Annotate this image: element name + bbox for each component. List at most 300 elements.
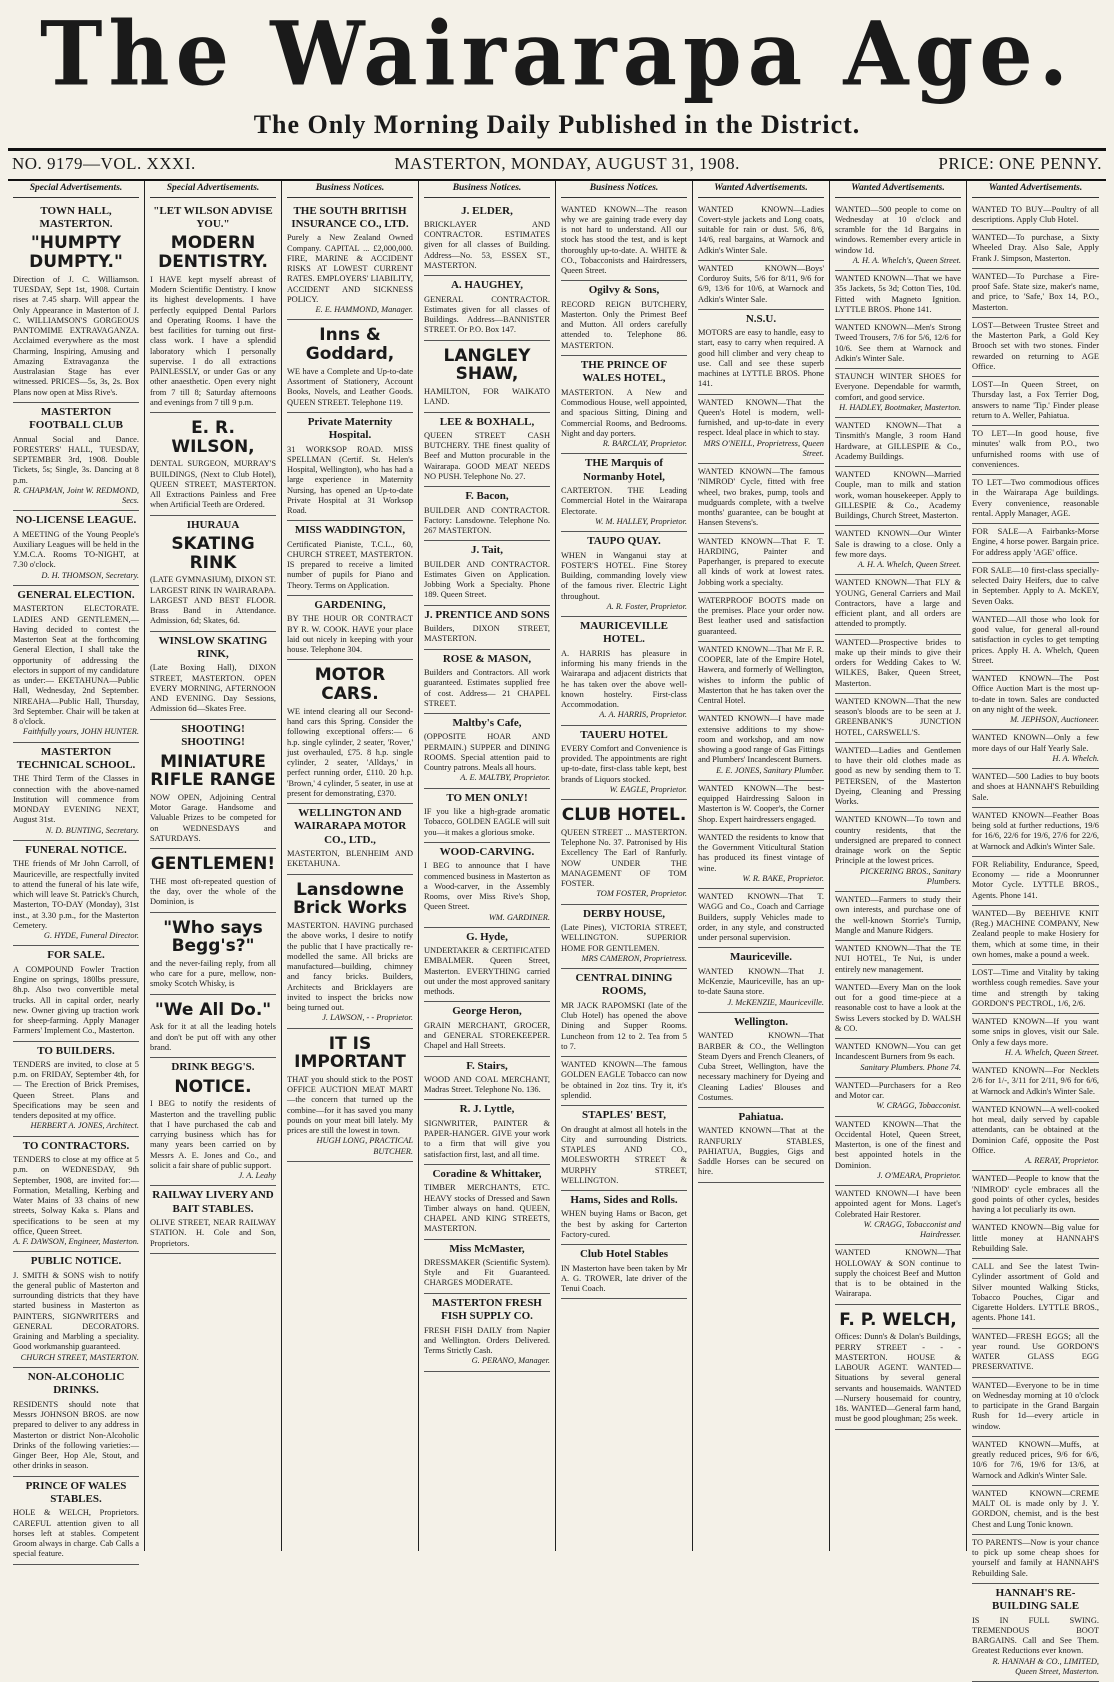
advertisement-heading: G. Hyde, xyxy=(466,930,508,943)
advertisement-text: WANTED KNOWN—Muffs, at greatly reduced prices, 9/6 for 6/6, 10/6 for 7/6, 19/6 for 13/6, at Warnock and Adkin's Winter Sale. xyxy=(972,1439,1099,1480)
advertisement-text: WANTED KNOWN—I have been appointed agent for Mons. Laget's Colebrated Hair Restorer. xyxy=(835,1189,961,1219)
advertisement-signature: J. O'MEARA, Proprietor. xyxy=(876,1170,961,1180)
advertisement-text: Annual Social and Dance. FORESTERS' HALL, TUESDAY, SEPTEMBER 3rd, 1908. Double Tickets, 5s; Single, 3s. Dancing at 8 p.m. xyxy=(13,434,139,485)
advertisement-text: On draught at almost all hotels in the City and surrounding Districts. STAPLES AND CO., MOLESWORTH STREET & MURPHY STREET, WELLINGTON. xyxy=(561,1124,687,1185)
advertisement xyxy=(287,804,413,875)
advertisement-heading: Pahiatua. xyxy=(738,1111,784,1124)
advertisement-signature: G. HYDE, Funeral Director. xyxy=(43,931,139,941)
advertisement xyxy=(972,202,1099,231)
advertisement xyxy=(698,534,824,593)
advertisement-signature: H. HADLEY, Bootmaker, Masterton. xyxy=(839,402,961,412)
advertisement xyxy=(13,202,139,403)
advertisement-text: RESIDENTS should note that Messrs JOHNSON BROS. are now prepared to deliver to any address in Masterton or district Non-Alcoholic Drinks of the following varieties:—Ginger Beer, Hop Ale, Stout, and other drinks in season. xyxy=(13,1399,139,1471)
advertisement xyxy=(13,403,139,512)
advertisement xyxy=(13,1368,139,1477)
advertisement xyxy=(150,1186,276,1254)
advertisement-heading: SHOOTING! SHOOTING! xyxy=(181,722,245,749)
advertisement-heading: J. ELDER, xyxy=(461,204,513,217)
advertisement-text: MASTERTON. HAVING purchased the above works, I desire to notify the public that I have practically re-modelled the same. All bricks are manufactured—building, chimney and fancy bricks. Builders, Architects and Bricklayers are invited to inspect the bricks now being turned out. xyxy=(287,921,413,1013)
advertisement xyxy=(972,769,1099,808)
advertisement xyxy=(972,1486,1099,1535)
column-heading: Business Notices. xyxy=(561,183,687,198)
advertisement-signature: J. LAWSON, - - Proprietor. xyxy=(322,1013,413,1023)
advertisement-text: Offices: Dunn's & Dolan's Buildings, PERRY STREET - - - MASTERTON. HOUSE & LABOUR AGENT. WANTED—Situations by several general servants and housemaids. WANTED—Nursery housemaid for country, 18s. WANTED—General farm hand, must be good ploughman; 25s week. xyxy=(835,1332,961,1424)
advertisement-signature: H. A. Whelch. xyxy=(1052,753,1099,763)
advertisement xyxy=(972,426,1099,475)
columns xyxy=(8,180,1106,1676)
advertisement-text: Builders, DIXON STREET, MASTERTON. xyxy=(424,624,550,644)
advertisement-heading: WOOD-CARVING. xyxy=(439,845,535,858)
advertisement-heading: J. PRENTICE AND SONS xyxy=(424,608,550,621)
advertisement xyxy=(287,413,413,522)
advertisement-signature: MRS O'NEILL, Proprietress, Queen Street. xyxy=(703,438,824,458)
advertisement-text: LOST—Between Trustee Street and the Masterton Park, a Gold Key Brooch set with two stones. Finder rewarded on returning to AGE Office. xyxy=(972,320,1099,371)
advertisement-heading: MISS WADDINGTON, xyxy=(294,524,406,537)
advertisement-text: WANTED KNOWN—You can get Incandescent Burners from 9s each. xyxy=(835,1042,961,1062)
advertisement-display-line: CLUB HOTEL. xyxy=(561,805,687,826)
advertisement-text: FRESH FISH DAILY from Napier and Wellington. Orders Delivered. Terms Strictly Cash. xyxy=(424,1325,550,1356)
advertisement-text: MASTERTON ELECTORATE. LADIES AND GENTLEMEN,— Having decided to contest the Masterton Seat at the forthcoming General Election, I shall take the opportunity of addressing the electors in support of my candidature as under:— EKETAHUNA—Public Hall, Wednesday, 2nd September. NIREAHA—Public Hall, Thursday, 3rd September. Chair will be taken at 8 o'clock. xyxy=(13,604,139,727)
advertisement-heading: Wellington. xyxy=(733,1015,789,1028)
advertisement xyxy=(561,726,687,801)
advertisement xyxy=(424,843,550,928)
advertisement-text: DRESSMAKER (Scientific System). Style and Fit Guaranteed. CHARGES MODERATE. xyxy=(424,1257,550,1288)
advertisement xyxy=(561,1106,687,1191)
advertisement xyxy=(424,606,550,650)
advertisement xyxy=(972,1584,1099,1682)
advertisement-signature: A. E. MALTBY, Proprietor. xyxy=(460,773,550,783)
advertisement-heading: PRINCE OF WALES STABLES. xyxy=(25,1479,127,1505)
advertisement xyxy=(150,913,276,995)
advertisement-text: WANTED—500 people to come on Wednesday at 10 o'clock and scramble for the 1d Bargains in windows. Remember every article in window 1d. xyxy=(835,204,961,255)
advertisement xyxy=(972,524,1099,563)
advertisement-text: WANTED KNOWN—For Necklets 2/6 for 1/-, 3/11 for 2/11, 9/6 for 6/6, at Warnock and Adkin's Winter Sale. xyxy=(972,1066,1099,1096)
advertisement xyxy=(698,1013,824,1108)
advertisement-text: WANTED KNOWN—That a Tinsmith's Mangle, 3 room Hand Hardware, at GILLESPIE & Co., Academy Buildings. xyxy=(835,421,961,461)
advertisement-text: WANTED KNOWN—That F. T. HARDING, Painter and Paperhanger, is prepared to execute all kinds of work at lowest rates. Jobbing work a specialty. xyxy=(698,536,824,587)
advertisement-text: HAMILTON, FOR WAIKATO LAND. xyxy=(424,387,550,407)
advertisement xyxy=(972,730,1099,769)
advertisement-heading: Maltby's Cafe, xyxy=(452,717,522,730)
advertisement xyxy=(13,1477,139,1565)
advertisement xyxy=(150,995,276,1058)
column-8 xyxy=(967,181,1104,1676)
advertisement-signature: G. PERANO, Manager. xyxy=(471,1356,550,1366)
advertisement-text: RECORD REIGN BUTCHERY, Masterton. Only the Primest Beef and Mutton. All orders carefully attended to. Telephone 86. MASTERTON. xyxy=(561,299,687,350)
advertisement-text: WANTED KNOWN—CREME MALT OL is made only by J. Y. GORDON, chemist, and is the best Chest and Lung Tonic known. xyxy=(972,1488,1099,1529)
advertisement xyxy=(424,1100,550,1164)
advertisement-heading: DERBY HOUSE, xyxy=(582,907,666,920)
advertisement-text: GRAIN MERCHANT, GROCER, and GENERAL STOREKEEPER. Chapel and Hall Streets. xyxy=(424,1020,550,1051)
price: PRICE: ONE PENNY. xyxy=(938,154,1102,173)
advertisement-heading: GENERAL ELECTION. xyxy=(17,588,135,601)
advertisement-text: J. SMITH & SONS wish to notify the general public of Masterton and surrounding districts that they have started business in Masterton as PAINTERS, SIGNWRITERS and GENERAL DECORATORS. Graining and Marbling a speciality. Good workmanship guaranteed. xyxy=(13,1270,139,1352)
advertisement-heading: Miss McMaster, xyxy=(449,1242,525,1255)
advertisement-display-line: E. R. WILSON, xyxy=(171,418,255,457)
advertisement xyxy=(972,1329,1099,1378)
advertisement xyxy=(972,269,1099,318)
advertisement-text: WANTED KNOWN—That HOLLOWAY & SON continue to supply the choicest Beef and Mutton that is to be obtained in the Wairarapa. xyxy=(835,1248,961,1299)
advertisement-text: WANTED KNOWN—Only a few more days of our Half Yearly Sale. xyxy=(972,733,1099,753)
advertisement xyxy=(835,635,961,694)
advertisement-text: HOLE & WELCH, Proprietors. CAREFUL attention given to all horses left at stables. Competent Groom always in charge. Cab Calls a special feature. xyxy=(13,1508,139,1559)
advertisement-signature: W. CRAGG, Tobacconist. xyxy=(876,1101,961,1111)
advertisement-text: DENTAL SURGEON, MURRAY'S BUILDINGS, (Next to Club Hotel), QUEEN STREET, MASTERTON. All Extractions Painless and Free when Artificial Teeth are Ordered. xyxy=(150,459,276,510)
advertisement xyxy=(835,575,961,634)
advertisement-signature: R. BARCLAY, Proprietor. xyxy=(602,439,687,449)
advertisement-heading: MASTERTON TECHNICAL SCHOOL. xyxy=(16,745,136,772)
advertisement xyxy=(424,202,550,277)
advertisement-text: TO LET—In good house, five minutes' walk from P.O., two unfurnished rooms with use of conveniences. xyxy=(972,429,1099,469)
advertisement xyxy=(287,521,413,596)
advertisement-text: MASTERTON, BLENHEIM AND EKETAHUNA. xyxy=(287,849,413,869)
advertisement-heading: Coradine & Whittaker, xyxy=(432,1167,542,1180)
advertisement xyxy=(287,596,413,660)
advertisement-heading: "LET WILSON ADVISE YOU." xyxy=(153,204,273,230)
advertisement xyxy=(561,281,687,356)
advertisement-text: Builders and Contractors. All work guaranteed. Estimates supplied free of cost. Address— 21 CHAPEL STREET. xyxy=(424,668,550,708)
advertisement-text: WANTED the residents to know that the Government Viticultural Station has produced its finest vintage of wine. xyxy=(698,832,824,873)
advertisement-heading: CENTRAL DINING ROOMS, xyxy=(575,972,673,998)
advertisement-text: Purely a New Zealand Owned Company. CAPITAL ... £2,000,000. FIRE, MARINE & ACCIDENT RISKS AT LOWEST CURRENT RATES. EMPLOYERS' LIABILITY, ACCIDENT AND SICKNESS POLICY. xyxy=(287,233,413,304)
advertisement-display-line: IT IS IMPORTANT xyxy=(294,1033,406,1073)
advertisement-text: WOOD AND COAL MERCHANT, Madras Street. Telephone No. 136. xyxy=(424,1074,550,1095)
advertisement xyxy=(972,1063,1099,1102)
advertisement-heading: DRINK BEGG'S. xyxy=(171,1061,255,1074)
column-heading: Wanted Advertisements. xyxy=(835,183,961,198)
advertisement-text: WANTED—Every Man on the look out for a good time-piece at a reasonable cost to have a look at the Swiss Levers stocked by D. WALSH & CO. xyxy=(835,982,961,1033)
advertisement xyxy=(972,612,1099,671)
advertisement xyxy=(835,892,961,941)
advertisement-display-line: Inns & Goddard, xyxy=(305,325,395,365)
advertisement xyxy=(835,1305,961,1430)
advertisement xyxy=(835,1245,961,1304)
advertisement-text: WANTED KNOWN—The famous GOLDEN EAGLE Tobacco can now be obtained in 2oz tins. Try it, it's splendid. xyxy=(561,1060,687,1100)
advertisement-signature: A. H. A. Whelch's, Queen Street. xyxy=(852,255,961,265)
column-2 xyxy=(145,181,282,1551)
advertisement-heading: STAPLES' BEST, xyxy=(582,1109,666,1122)
advertisement-display-line: "Who says Begg's?" xyxy=(163,917,263,957)
advertisement-text: WHEN in Wanganui stay at FOSTER'S HOTEL. Fine Storey Building, commanding lovely view of the famous river. Electric Light throughout. xyxy=(561,550,687,601)
advertisement-heading: F. Bacon, xyxy=(465,490,509,503)
masthead xyxy=(8,1,1106,106)
advertisement xyxy=(150,1058,276,1186)
advertisement-text: TIMBER MERCHANTS, ETC. HEAVY stocks of Dressed and Sawn Timber always on hand. QUEEN, CHAPEL AND KING STREETS, MASTERTON. xyxy=(424,1183,550,1234)
advertisement xyxy=(972,1220,1099,1259)
advertisement xyxy=(13,1042,139,1137)
advertisement xyxy=(698,781,824,830)
advertisement-heading: TAUERU HOTEL xyxy=(580,728,668,741)
advertisement xyxy=(972,377,1099,426)
advertisement xyxy=(561,356,687,454)
advertisement xyxy=(150,413,276,516)
advertisement xyxy=(835,271,961,320)
advertisement-text: Direction of J. C. Williamson. TUESDAY, Sept 1st, 1908. Curtain rises at 7.45 sharp. Will appear the Only Appearance in Masterton of J. C. WILLIAMSON'S GORGEOUS PANTOMIME EXTRAVAGANZA. Acclaimed everywhere as the most Charming, Inspiring, Amusing and Amazing Extravaganza the Australasian Stage has ever witnessed. PRICES—5s, 3s, 2s. Box Plans now open at Miss Rive's. xyxy=(13,274,139,397)
advertisement xyxy=(698,395,824,465)
advertisement-text: IN Masterton have been taken by Mr A. G. TROWER, late driver of the Tenui Coach. xyxy=(561,1263,687,1294)
advertisement-text: THE Third Term of the Classes in connection with the above-named Institution will commence from MONDAY EVENING NEXT, August 31st. xyxy=(13,774,139,825)
column-heading: Wanted Advertisements. xyxy=(698,183,824,198)
column-3 xyxy=(282,181,419,1551)
advertisement xyxy=(698,202,824,261)
advertisement-signature: Sanitary Plumbers. Phone 74. xyxy=(860,1062,961,1072)
advertisement-text: WANTED KNOWN—To town and country residents, that the undersigned are prepared to connect drainage work on the Septic Principle at the lowest prices. xyxy=(835,815,961,866)
advertisement xyxy=(835,743,961,813)
advertisement xyxy=(424,1165,550,1240)
advertisement-text: WANTED KNOWN—The famous 'NIMROD' Cycle, fitted with free wheel, two brakes, pump, tools and mudguards complete, with a twelve months' guarantee, can be bought at Hansen Stevens's. xyxy=(698,467,824,528)
advertisement-text: WANTED KNOWN—That J. McKenzie, Mauriceville, has an up-to-date Sauna store. xyxy=(698,966,824,997)
advertisement xyxy=(835,1039,961,1078)
advertisement xyxy=(150,849,276,912)
advertisement-text: FOR Reliability, Endurance, Speed, Economy — ride a Moonrunner Motor Cycle. LYTTLE BROS., Agents. Phone 141. xyxy=(972,859,1099,900)
advertisement xyxy=(150,516,276,632)
advertisement-text: TENDERS to close at my office at 5 p.m. on WEDNESDAY, 9th September, 1908, are invited for:— Formation, Metalling, Kerbing and Water Mains of 33 chains of new streets, Solway Kaka s. Plans and specifications to be seen at my office, Queen Street. xyxy=(13,1155,139,1236)
advertisement xyxy=(972,475,1099,524)
advertisement-text: WANTED KNOWN—Our Winter Sale is drawing to a close. Only a few more days. xyxy=(835,529,961,559)
advertisement-heading: J. Tait, xyxy=(470,544,504,557)
advertisement-heading: GARDENING, xyxy=(314,598,386,611)
advertisement-signature: J. A. Leahy xyxy=(238,1171,276,1181)
advertisement-heading: MASTERTON FRESH FISH SUPPLY CO. xyxy=(432,1296,542,1323)
advertisement xyxy=(561,454,687,532)
advertisement xyxy=(835,467,961,526)
advertisement-text: WANTED KNOWN—Feather Boas being sold at further reductions, 19/6 for 16/6, 22/6 for 19/6, 27/6 for 22/6, at Warnock and Adkin's Winter Sale. xyxy=(972,810,1099,851)
advertisement xyxy=(424,1057,550,1101)
advertisement-display-line: NOTICE. xyxy=(174,1076,252,1097)
advertisement xyxy=(150,720,276,849)
advertisement-text: BY THE HOUR OR CONTRACT BY R. W. COOK. HAVE your place laid out nicely in keeping with your house. Telephone 304. xyxy=(287,614,413,655)
advertisement xyxy=(835,1078,961,1117)
advertisement-text: WANTED KNOWN—That FLY & YOUNG, General Carriers and Mail Contractors, have a large and efficient plant, and all orders are attended to promptly. xyxy=(835,578,961,629)
advertisement-text: UNDERTAKER & CERTIFICATED EMBALMER. Queen Street, Masterton. EVERYTHING carried out under the most approved sanitary methods. xyxy=(424,946,550,997)
advertisement xyxy=(835,369,961,418)
advertisement-text: MOTORS are easy to handle, easy to start, easy to carry when required. A good hill climber and very cheap to use. Call and see these superb machines at LYTTLE BROS. Phone 141. xyxy=(698,328,824,389)
advertisement xyxy=(698,261,824,310)
advertisement-text: WANTED KNOWN—That the TE NUI HOTEL, Te Nui, is under entirely new management. xyxy=(835,944,961,974)
advertisement xyxy=(972,906,1099,965)
advertisement xyxy=(13,1137,139,1253)
advertisement xyxy=(561,1057,687,1106)
advertisement-signature: PICKERING BROS., Sanitary Plumbers. xyxy=(860,866,961,886)
advertisement-signature: N. D. BUNTING, Secretary. xyxy=(45,825,139,835)
advertisement xyxy=(424,1294,550,1372)
advertisement-display-line: "HUMPTY DUMPTY." xyxy=(29,233,123,273)
advertisement-text: (LATE GYMNASIUM), DIXON ST. LARGEST RINK IN WAIRARAPA. LARGEST AND BEST FLOOR. Brass Band in Attendance. Admission, 6d; Skates, 6d. xyxy=(150,575,276,626)
advertisement xyxy=(698,830,824,889)
advertisement xyxy=(424,1240,550,1294)
advertisement xyxy=(424,650,550,714)
advertisement xyxy=(835,980,961,1039)
advertisement-heading: NO-LICENSE LEAGUE. xyxy=(15,514,137,527)
advertisement-heading: Hams, Sides and Rolls. xyxy=(570,1194,678,1207)
advertisement-heading: FOR SALE. xyxy=(47,949,105,962)
advertisement-text: WANTED—Purchasers for a Reo and Motor car. xyxy=(835,1080,961,1101)
advertisement-text: CARTERTON. THE Leading Commercial Hotel in the Wairarapa Electorate. xyxy=(561,486,687,516)
advertisement-heading: MASTERTON FOOTBALL CLUB xyxy=(29,405,123,432)
advertisement-text: THE friends of Mr John Carroll, of Mauriceville, are respectfully invited to attend the funeral of his late wife, which will leave St. Patrick's Church, Masterton, TO-DAY (Monday), 31st inst., at 3.30 p.m., for the Masterton Cemetery. xyxy=(13,859,139,930)
advertisement-heading: TOWN HALL, MASTERTON. xyxy=(39,204,113,230)
advertisement xyxy=(150,202,276,413)
advertisement xyxy=(972,1102,1099,1172)
advertisement-signature: HERBERT A. JONES, Architect. xyxy=(30,1121,139,1131)
advertisement-text: (OPPOSITE HOAR AND PERMAIN.) SUPPER and DINING ROOMS. Special attention paid to Country patrons. Meals all hours. xyxy=(424,732,550,773)
advertisement-text: WATERPROOF BOOTS made on the premises. Place your order now. Best leather used and satisfaction guaranteed. xyxy=(698,595,824,636)
column-7 xyxy=(830,181,967,1551)
advertisement-heading: TO MEN ONLY! xyxy=(446,791,528,804)
advertisement xyxy=(424,928,550,1003)
advertisement xyxy=(835,694,961,743)
advertisement xyxy=(287,320,413,412)
advertisement-text: WANTED KNOWN—That the new season's bloods are to be seen at J. GREENBANK'S JUNCTION HOTEL, CARSWELL'S. xyxy=(835,696,961,737)
advertisement-heading: HANNAH'S RE-BUILDING SALE xyxy=(991,1586,1080,1613)
advertisement xyxy=(13,946,139,1041)
advertisement xyxy=(972,1437,1099,1486)
advertisement-text: WANTED KNOWN—That Mr F. R. COOPER, late of the Empire Hotel, Hawera, and formerly of Wellington, wishes to inform the public of Masterton that he has taken over the Central Hotel. xyxy=(698,644,824,706)
advertisement-text: WANTED—To purchase, a Sixty Wheeled Dray. Also Sale, Apply Frank J. Simpson, Masterton. xyxy=(972,233,1099,263)
advertisement-heading: F. Stairs, xyxy=(466,1059,508,1072)
advertisement xyxy=(835,418,961,467)
advertisement-text: WANTED KNOWN—That T. WAGG and Co., Coach and Carriage Builders, supply Vehicles made to order, in any style, and constructed under personal supervision. xyxy=(698,892,824,943)
advertisement-heading: R. J. Lyttle, xyxy=(459,1103,515,1116)
advertisement-text: FOR SALE—10 first-class specially-selected Dairy Heifers, due to calve in September. Apply to A. McKEY, Seven Oaks. xyxy=(972,565,1099,606)
advertisement-text: WANTED—People to know that the 'NIMROD' cycle embraces all the good points of other cycles, besides having a lot peculiarly its own. xyxy=(972,1174,1099,1215)
advertisement-text: WANTED—To Purchase a Fire-proof Safe. State size, maker's name, and price, to 'Safe,' Box 14, P.O., Masterton. xyxy=(972,271,1099,312)
column-heading: Business Notices. xyxy=(424,183,550,198)
advertisement-text: GENERAL CONTRACTOR. Estimates given for all classes of Buildings. Address—BANNISTER STREET. Or P.O. Box 147. xyxy=(424,294,550,335)
advertisement xyxy=(835,320,961,369)
advertisement xyxy=(835,941,961,980)
advertisement-display-line: Lansdowne Brick Works xyxy=(292,879,408,919)
advertisement-signature: E. E. JONES, Sanitary Plumber. xyxy=(716,765,824,775)
advertisement xyxy=(561,532,687,617)
advertisement-text: WANTED KNOWN—That the Queen's Hotel is modern, well-furnished, and up-to-date in every respect. Ideal place in which to stay. xyxy=(698,397,824,438)
advertisement-text: WHEN buying Hams or Bacon, get the best by asking for Carterton Factory-cured. xyxy=(561,1209,687,1239)
advertisement-text: WANTED—Prospective brides to make up their minds to give their orders for Wedding Cakes to W. WILKES, Baker, Queen Street, Masterton. xyxy=(835,637,961,688)
advertisement-text: TENDERS are invited, to close at 5 p.m. on FRIDAY, September 4th, for— The Erection of Brick Premises, Queen Street. Plans and Specifications may be seen and tenders deposited at my office. xyxy=(13,1059,139,1121)
advertisement-text: WANTED KNOWN—That at the RANFURLY STABLES, PAHIATUA, Buggies, Gigs and Saddle Horses can be secured on hire. xyxy=(698,1126,824,1177)
advertisement-heading: RAILWAY LIVERY AND BAIT STABLES. xyxy=(152,1189,274,1215)
advertisement xyxy=(835,526,961,575)
advertisement-text: WANTED—By BEEHIVE KNIT (Reg.) MACHINE COMPANY, New Zealand people to make Hosiery for them, which at some time, in their own homes, make a pound a week. xyxy=(972,908,1099,959)
advertisement xyxy=(287,875,413,1029)
advertisement-text: WANTED KNOWN—A well-cooked hot meal, daily served by capable attendants, can be obtained at the Dominion Café, opposite the Post Office. xyxy=(972,1104,1099,1155)
advertisement-text: WANTED—Ladies and Gentlemen to have their old clothes made as good as new by sending them to T. PETERSEN, of the Masterton Dyeing, Cleaning and Pressing Works. xyxy=(835,745,961,807)
advertisement xyxy=(972,1378,1099,1437)
advertisement xyxy=(13,841,139,946)
advertisement-text: TO PARENTS—Now is your chance to pick up some cheap shoes for yourself and family at HANNAH'S Rebuilding Sale. xyxy=(972,1537,1099,1578)
advertisement-signature: MRS CAMERON, Proprietress. xyxy=(581,953,687,963)
advertisement-text: NOW OPEN, Adjoining Central Motor Garage. Handsome and Valuable Prizes to be competed for on WEDNESDAYS and SATURDAYS. xyxy=(150,792,276,843)
advertisement-signature: W. R. BAKE, Proprietor. xyxy=(742,873,824,883)
advertisement-signature: A. A. HARRIS, Proprietor. xyxy=(599,710,687,720)
advertisement-signature: D. H. THOMSON, Secretary. xyxy=(41,570,139,580)
column-4 xyxy=(419,181,556,1551)
advertisement xyxy=(698,593,824,642)
advertisement xyxy=(424,1002,550,1056)
advertisement xyxy=(13,1252,139,1368)
advertisement-signature: Faithfully yours, JOHN HUNTER. xyxy=(22,727,139,737)
advertisement-signature: R. CHAPMAN, Joint W. REDMOND, Secs. xyxy=(13,485,139,506)
advertisement xyxy=(972,857,1099,906)
advertisement-signature: WM. GARDINER. xyxy=(488,912,550,922)
advertisement-heading: THE Marquis of Normanby Hotel, xyxy=(583,457,665,483)
advertisement-signature: A. R. Foster, Proprietor. xyxy=(606,601,687,611)
advertisement-text: A MEETING of the Young People's Auxiliary Leagues will be held in the Y.M.C.A. Rooms TO-NIGHT, at 7.30 o'clock. xyxy=(13,529,139,570)
advertisement-text: BUILDER AND CONTRACTOR. Factory: Lansdowne. Telephone No. 267 MASTERTON. xyxy=(424,505,550,536)
advertisement-signature: CHURCH STREET, MASTERTON. xyxy=(20,1352,139,1362)
advertisement-text: LOST—In Queen Street, on Thursday last, a Fox Terrier Dog, answers to name 'Tip.' Finder please return to A. Weller, Pahiatua. xyxy=(972,380,1099,420)
advertisement xyxy=(424,714,550,789)
advertisement-signature: R. HANNAH & CO., LIMITED, Queen Street, Masterton. xyxy=(992,1656,1099,1676)
advertisement-text: IF you like a high-grade aromatic Tobacco, GOLDEN EAGLE will suit you—it makes a glorious smoke. xyxy=(424,807,550,837)
advertisement xyxy=(561,1245,687,1299)
advertisement xyxy=(287,660,413,804)
advertisement-text: Certificated Pianiste, T.C.L., 60, CHURCH STREET, MASTERTON. IS prepared to receive a limited number of pupils for Piano and Theory. Terms on Application. xyxy=(287,539,413,590)
advertisement xyxy=(835,1186,961,1245)
advertisement xyxy=(150,632,276,720)
advertisement-heading: THE SOUTH BRITISH INSURANCE CO., LTD. xyxy=(291,204,409,230)
advertisement-text: SIGNWRITER, PAINTER & PAPER-HANGER. GIVE your work to a firm that will give you satisfaction first, last, and all time. xyxy=(424,1118,550,1159)
advertisement-text: FOR SALE—A Fairbanks-Morse Engine, 4 horse power. Bargain price. For address apply 'AGE' office. xyxy=(972,527,1099,557)
column-heading: Special Advertisements. xyxy=(13,183,139,198)
advertisement-text: MASTERTON. A New and Commodious House, well appointed, and spacious Sitting, Dining and Commercial Rooms, and Bedrooms. Night and day porters. xyxy=(561,387,687,438)
advertisement-text: WANTED KNOWN—The Post Office Auction Mart is the most up-to-date in town. Sales are conducted on any night of the week. xyxy=(972,674,1099,714)
advertisement xyxy=(561,800,687,904)
advertisement-text: CALL and See the latest Twin-Cylinder assortment of Gold and Silver mounted Walking Sticks, Tobacco Pouches, Cigar and Cigarette Holders. LYTTLE BROS., agents. Phone 141. xyxy=(972,1262,1099,1323)
advertisement xyxy=(561,969,687,1057)
advertisement-text: THE most oft-repeated question of the day, over the whole of the Dominion, is xyxy=(150,876,276,907)
advertisement xyxy=(424,541,550,605)
advertisement-text: MR JACK RAPOMSKI (late of the Club Hotel) has opened the above Dining and Supper Rooms. Luncheon from 12 to 2. Tea from 5 to 7. xyxy=(561,1000,687,1051)
advertisement-text: I BEG to notify the residents of Masterton and the travelling public that I have purchased the cab and carrying business which has for many years been carried on by Messrs A. E. Jones and Co., and solicit a fair share of public support. xyxy=(150,1099,276,1170)
advertisement-signature: M. JEPHSON, Auctioneer. xyxy=(1010,715,1099,725)
advertisement-text: A COMPOUND Fowler Traction Engine on springs, 180lbs pressure, 8h.p. Also two convertible metal trucks. All in capital order, nearly new. Owner giving up traction work for sheep-farming. Apply Manager Farmers' Implement Co., Masterton. xyxy=(13,964,139,1036)
advertisement-signature: J. McKENZIE, Mauriceville. xyxy=(727,997,824,1007)
advertisement-heading: LEE & BOXHALL, xyxy=(439,415,535,428)
advertisement-text: WANTED—Everyone to be in time on Wednesday morning at 10 o'clock to participate in the Grand Bargain Rush for 1d—every article in window. xyxy=(972,1380,1099,1431)
advertisement-text: Ask for it at all the leading hotels and don't be put off with any other brand. xyxy=(150,1022,276,1052)
advertisement-text: BRICKLAYER AND CONTRACTOR. ESTIMATES given for all classes of Building. Address—No. 53, ESSEX ST., MASTERTON. xyxy=(424,219,550,270)
advertisement xyxy=(972,808,1099,857)
advertisement xyxy=(424,276,550,340)
advertisement-signature: A. RERAY, Proprietor. xyxy=(1024,1156,1099,1166)
advertisement-heading: ROSE & MASON, xyxy=(442,652,532,665)
advertisement-heading: N.S.U. xyxy=(745,312,777,325)
advertisement xyxy=(561,202,687,282)
advertisement-display-line: SKATING RINK xyxy=(171,534,255,573)
column-heading: Business Notices. xyxy=(287,183,413,198)
advertisement xyxy=(424,341,550,413)
advertisement-heading: WELLINGTON AND WAIRARAPA MOTOR CO., LTD., xyxy=(293,807,407,846)
advertisement-heading: PUBLIC NOTICE. xyxy=(30,1255,122,1268)
advertisement-text: OLIVE STREET, NEAR RAILWAY STATION. H. Cole and Son, Proprietors. xyxy=(150,1218,276,1248)
advertisement xyxy=(424,789,550,843)
advertisement-signature: E. E. HAMMOND, Manager. xyxy=(315,305,413,315)
advertisement xyxy=(13,511,139,586)
advertisement xyxy=(698,464,824,534)
advertisement-text: WANTED KNOWN—That BARBER & CO., the Wellington Steam Dyers and French Cleaners, of Cuba Street, Wellington, have the necessary machinery for Dyeing and Cleaning Ladies' Blouses and Costumes. xyxy=(698,1031,824,1102)
advertisement-text: WANTED KNOWN—Married Couple, man to milk and station work, woman housekeeper. Apply to GILLESPIE & Co., Academy Buildings, Church Street, Masterton. xyxy=(835,470,961,521)
advertisement-text: I BEG to announce that I have commenced business in Masterton as a Wood-carver, in the Assembly Rooms, over Miss Rive's Shop, Queen Street. xyxy=(424,861,550,912)
advertisement-text: WE have a Complete and Up-to-date Assortment of Stationery, Account Books, Novels, and Leather Goods. QUEEN STREET. Telephone 119. xyxy=(287,366,413,407)
advertisement xyxy=(835,202,961,272)
newspaper-title: The Wairarapa Age. xyxy=(39,1,1074,106)
advertisement xyxy=(698,889,824,948)
advertisement-display-line: MOTOR CARS. xyxy=(314,665,386,705)
advertisement xyxy=(972,563,1099,612)
advertisement-text: (Late Boxing Hall), DIXON STREET, MASTERTON. OPEN EVERY MORNING, AFTERNOON AND EVENING. Day Sessions, Admission 6d—Skates Free. xyxy=(150,663,276,714)
newspaper-subtitle: The Only Morning Daily Published in the District. xyxy=(253,110,861,139)
